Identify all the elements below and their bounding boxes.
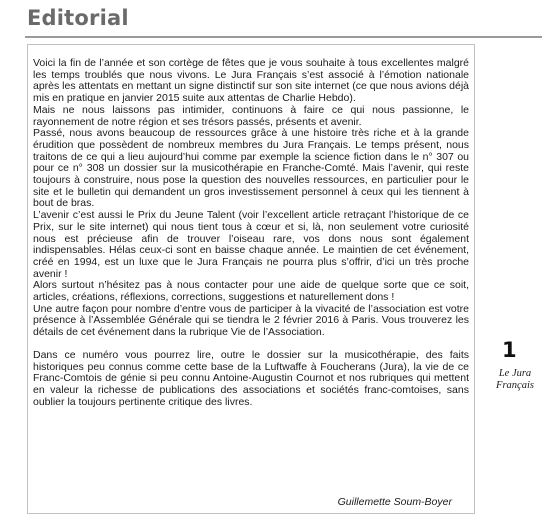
title-divider xyxy=(25,36,542,38)
caption-line-1: Le Jura xyxy=(498,368,532,379)
publication-caption xyxy=(488,368,542,392)
paragraph-issue-contents: Dans ce numéro vous pourrez lire, outre le dossier sur la musicothérapie, des faits historiques peu connus comme cette base de la Luftwaffe à Foucherans (Jura), la vie de ce Franc-Comtois de génie si peu connu Antoine-Augustin Cournot et nos rubriques qui mettent en valeur la richesse de publications des associations et sociétés franc-comtoises, sans oublier la toujours pertinente critique des livres. xyxy=(33,348,469,408)
page-title: Editorial xyxy=(27,6,129,30)
paragraph-general-assembly: Une autre façon pour nombre d’entre vous de participer à la vivacité de l’association est votre présence à l’Assemblée Générale qui se tiendra le 2 février 2016 à Paris. Vous trouverez les détails de cet événement dans la rubrique Vie de l’Association. xyxy=(33,302,469,339)
paragraph-contact: Alors surtout n’hésitez pas à nous contacter pour une aide de quelque sorte que ce soit, articles, créations, réflexions, corrections, suggestions et naturellement dons ! xyxy=(33,279,469,304)
author-signature: Guillemette Soum-Boyer xyxy=(337,496,452,508)
paragraph-intro: Voici la fin de l’année et son cortège de fêtes que je vous souhaite à tous excellentes malgré les temps troublés que nous vivons. Le Jura Français s’est associé à l’émotion nationale après les attentats en mettant un signe distinctif sur son site internet (ce que nous avions déjà mis en pratique en janvier 2015 suite aux attentas de Charlie Hebdo). xyxy=(33,57,470,105)
page-number: 1 xyxy=(502,338,517,362)
article-body xyxy=(33,58,469,408)
paragraph-intimidation: Mais ne nous laissons pas intimider, continuons à faire ce qui nous passionne, le rayonnement de notre région et ses trésors passés, présents et avenir. xyxy=(33,103,469,128)
paragraph-past-present: Passé, nous avons beaucoup de ressources grâce à une histoire très riche et à la grande érudition que possèdent de nombreux membres du Jura Français. Le temps présent, nous traitons de ce qui a lieu aujourd’hui comme par exemple la science fiction dans le n° 307 ou pour ce n° 308 un dossier sur la musicothérapie en Franche-Comté. Mais l’avenir, qui reste toujours à construire, nous pose la question des nouvelles ressources, en particulier pour le site et le bulletin qui demandent un gros investissement personnel à ceux qui les tiennent à bout de bras. xyxy=(33,127,469,210)
caption-line-2: Français xyxy=(496,380,534,391)
paragraph-young-talent-prize: L’avenir c’est aussi le Prix du Jeune Talent (voir l’excellent article retraçant l’historique de ce Prix, sur le site internet) qui nous tient tous à cœur et si, là, non seulement votre curiosité nous est précieuse afin de trouver l’oiseau rare, vos dons nous sont également indispensables. Hélas ceux-ci sont en baisse chaque année. Le maintien de cet événement, créé en 1994, est un luxe que le Jura Français ne pourra plus s’offrir, d’ici un très proche avenir ! xyxy=(33,209,469,280)
